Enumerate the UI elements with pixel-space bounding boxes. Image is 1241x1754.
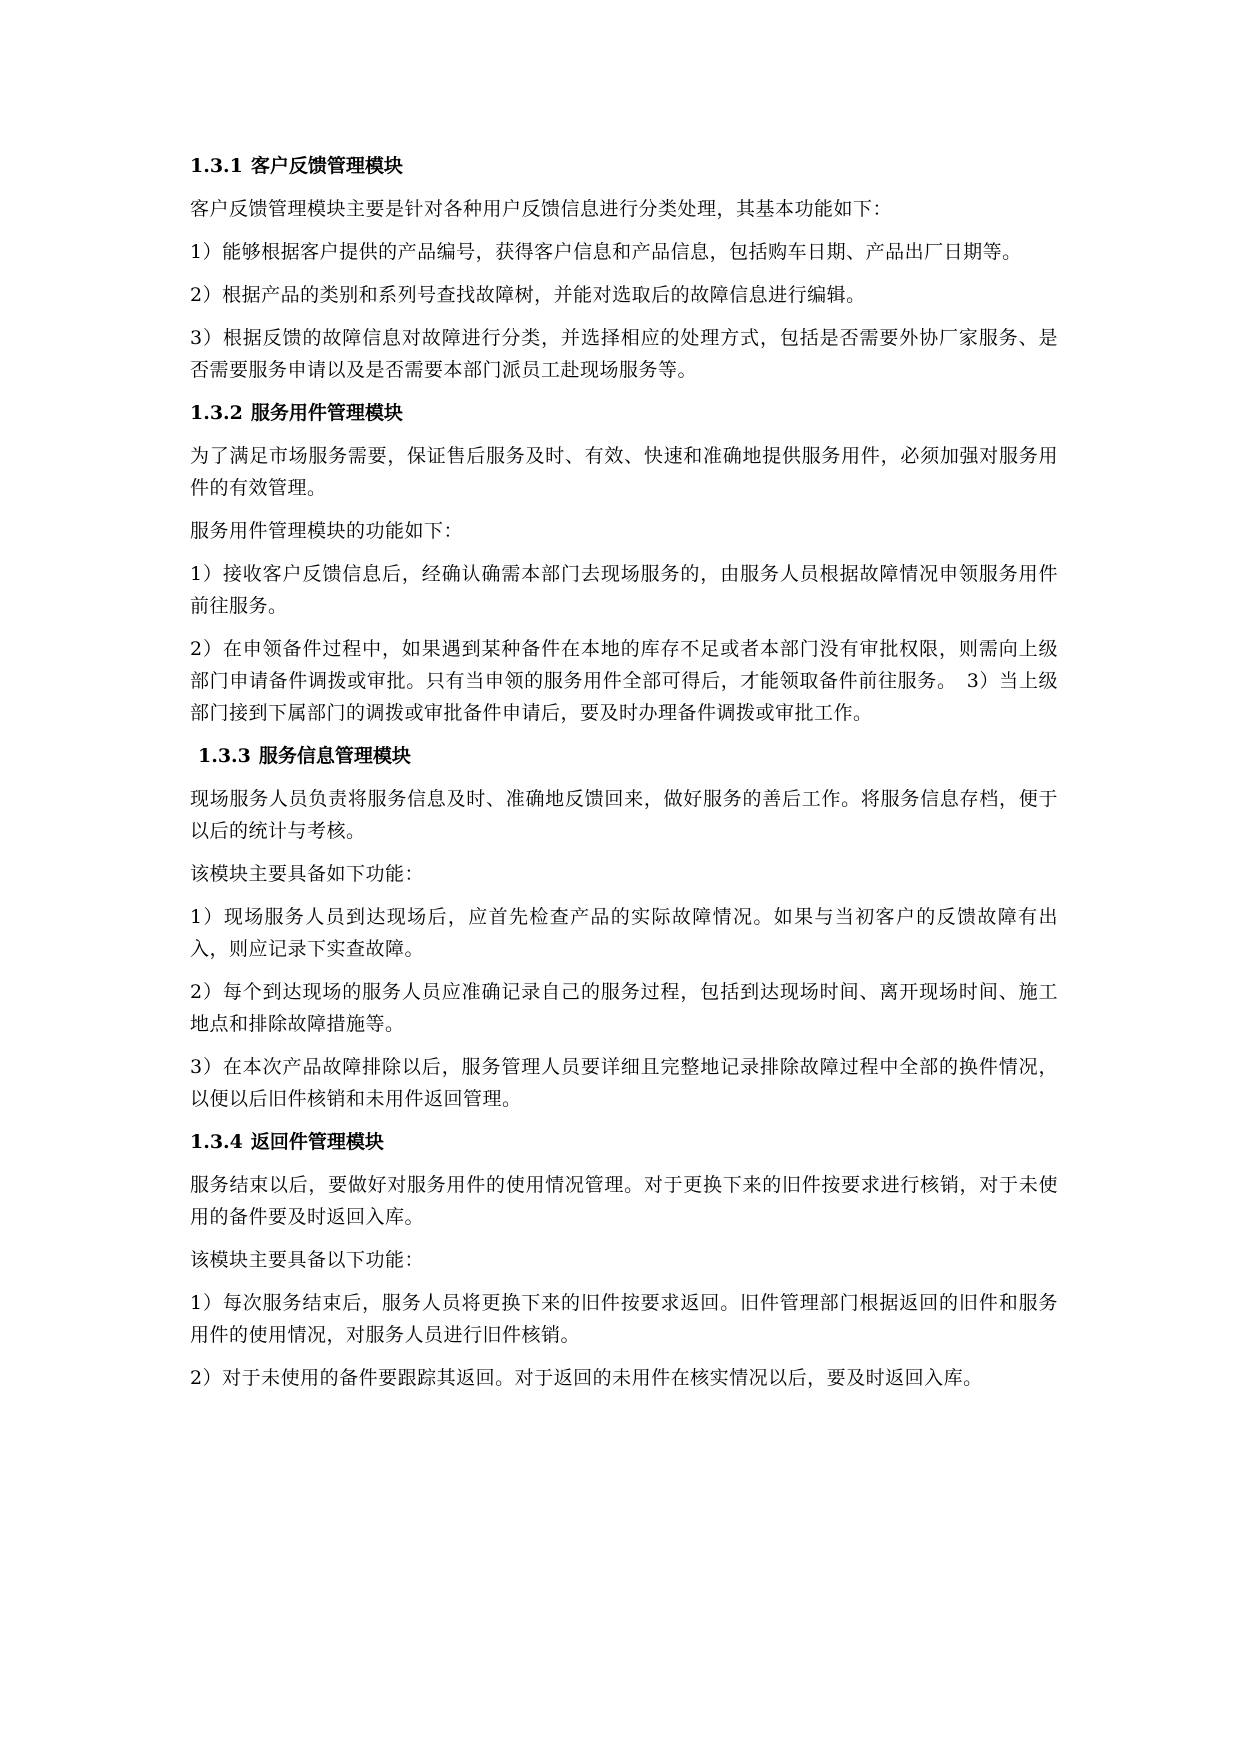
- section-1-3-2: [190, 397, 1058, 729]
- paragraph: 1）接收客户反馈信息后，经确认确需本部门去现场服务的，由服务人员根据故障情况申领服务用件前往服务。: [190, 563, 1058, 617]
- paragraph: 1）现场服务人员到达现场后，应首先检查产品的实际故障情况。如果与当初客户的反馈故障有出入，则应记录下实查故障。: [190, 906, 1058, 960]
- section-title: 返回件管理模块: [250, 1131, 384, 1153]
- section-title: 服务用件管理模块: [250, 402, 403, 424]
- paragraph: 2）对于未使用的备件要跟踪其返回。对于返回的未用件在核实情况以后，要及时返回入库。: [190, 1367, 983, 1389]
- section-number: 1.3.1: [190, 155, 243, 177]
- paragraph: 3）在本次产品故障排除以后，服务管理人员要详细且完整地记录排除故障过程中全部的换件情况，以便以后旧件核销和未用件返回管理。: [190, 1056, 1058, 1110]
- section-number: 1.3.3: [198, 745, 251, 767]
- paragraph: 服务结束以后，要做好对服务用件的使用情况管理。对于更换下来的旧件按要求进行核销，对于未使用的备件要及时返回入库。: [190, 1174, 1058, 1228]
- paragraph: 2）根据产品的类别和系列号查找故障树，并能对选取后的故障信息进行编辑。: [190, 284, 866, 306]
- paragraph: 该模块主要具备如下功能：: [190, 863, 425, 885]
- paragraph: 现场服务人员负责将服务信息及时、准确地反馈回来，做好服务的善后工作。将服务信息存档，便于以后的统计与考核。: [190, 788, 1058, 842]
- section-1-3-4: [190, 1126, 1058, 1394]
- section-number: 1.3.4: [190, 1131, 243, 1153]
- section-heading: [190, 397, 1058, 429]
- paragraph: 2）每个到达现场的服务人员应准确记录自己的服务过程，包括到达现场时间、离开现场时间、施工地点和排除故障措施等。: [190, 981, 1058, 1035]
- section-title: 客户反馈管理模块: [250, 155, 403, 177]
- section-heading: [190, 150, 1058, 182]
- paragraph: 服务用件管理模块的功能如下：: [190, 520, 464, 542]
- section-heading: [190, 1126, 1058, 1158]
- paragraph: 1）能够根据客户提供的产品编号，获得客户信息和产品信息，包括购车日期、产品出厂日期等。: [190, 241, 1022, 263]
- section-title: 服务信息管理模块: [258, 745, 411, 767]
- section-number: 1.3.2: [190, 402, 243, 424]
- document-page: [190, 150, 1058, 1405]
- section-1-3-3: [190, 740, 1058, 1115]
- paragraph: 客户反馈管理模块主要是针对各种用户反馈信息进行分类处理，其基本功能如下：: [190, 198, 893, 220]
- paragraph: 3）根据反馈的故障信息对故障进行分类，并选择相应的处理方式，包括是否需要外协厂家服务、是否需要服务申请以及是否需要本部门派员工赴现场服务等。: [190, 327, 1058, 381]
- paragraph: 为了满足市场服务需要，保证售后服务及时、有效、快速和准确地提供服务用件，必须加强对服务用件的有效管理。: [190, 445, 1058, 499]
- section-heading: [198, 740, 1058, 772]
- paragraph: 该模块主要具备以下功能：: [190, 1249, 425, 1271]
- section-1-3-1: [190, 150, 1058, 386]
- paragraph: 1）每次服务结束后，服务人员将更换下来的旧件按要求返回。旧件管理部门根据返回的旧件和服务用件的使用情况，对服务人员进行旧件核销。: [190, 1292, 1058, 1346]
- paragraph: 2）在申领备件过程中，如果遇到某种备件在本地的库存不足或者本部门没有审批权限，则需向上级部门申请备件调拨或审批。只有当申领的服务用件全部可得后，才能领取备件前往服务。 3）当上级部门接到下属部门的调拨或审批备件申请后，要及时办理备件调拨或审批工作。: [190, 638, 1058, 724]
